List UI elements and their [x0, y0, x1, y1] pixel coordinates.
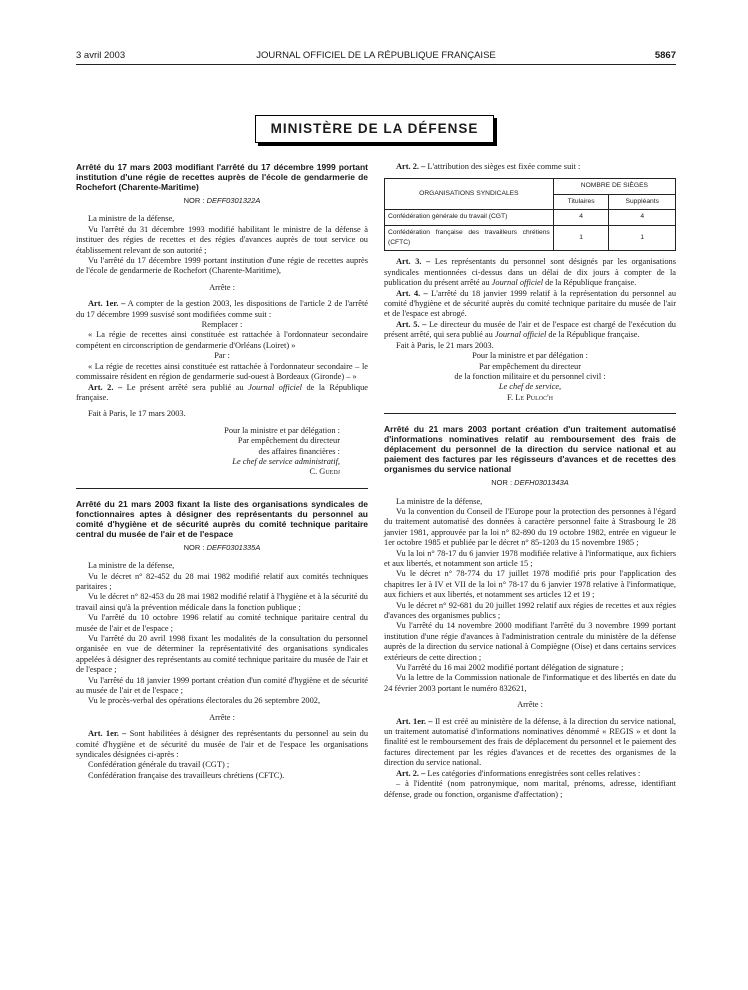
header-date: 3 avril 2003: [76, 50, 126, 61]
paragraph: Vu l'arrêté du 17 décembre 1999 portant institution d'une régie de recettes auprès de l'école de gendarmerie de Rochefort (Charente-Maritime),: [76, 256, 368, 276]
table-header-org: ORGANISATIONS SYNDICALES: [385, 179, 554, 210]
paragraph: Vu le procès-verbal des opérations électorales du 26 septembre 2002,: [88, 696, 321, 706]
paragraph: Vu le décret n° 82-452 du 28 mai 1982 modifié relatif aux comités techniques paritaires ;: [76, 571, 368, 591]
decree-title: Arrêté du 21 mars 2003 portant création d'un traitement automatisé d'informations nominatives relatif au remboursement des frais de déplacement du personnel de la direction du service national et au paiement des factures par les régisseurs d'avances et de recettes des organismes du service national: [384, 424, 676, 475]
paragraph: Vu l'arrêté du 10 octobre 1996 relatif au comité technique paritaire central du musée de l'air et de l'espace ;: [76, 613, 368, 633]
date-line: Fait à Paris, le 17 mars 2003.: [88, 409, 186, 419]
nor-reference: NOR : DEFF0301335A: [183, 542, 261, 552]
signature-line: des affaires financières :: [258, 446, 340, 456]
signature-line: Pour la ministre et par délégation :: [224, 425, 340, 435]
header-journal: JOURNAL OFFICIEL DE LA RÉPUBLIQUE FRANÇAISE: [256, 50, 496, 61]
signature-line: Le chef de service administratif,: [232, 456, 340, 466]
paragraph: Vu l'arrêté du 18 janvier 1999 portant création d'un comité d'hygiène et de sécurité au musée de l'air et de l'espace ;: [76, 675, 368, 696]
article: Art. 2. – Le présent arrêté sera publié au Journal officiel de la République française.: [76, 382, 369, 402]
ministry-box: MINISTÈRE DE LA DÉFENSE: [255, 115, 494, 143]
signature-line: Le chef de service,: [498, 382, 562, 392]
signature-line: de la fonction militaire et du personnel civil :: [454, 371, 606, 381]
paragraph: Vu l'arrêté du 31 décembre 1993 modifié habilitant le ministre de la défense à instituer des régies de recettes et des régies d'avances auprès de tout service ou établissement relevant de son autorité ;: [76, 224, 368, 255]
divider: [76, 488, 368, 489]
article: Art. 3. – Les représentants du personnel sont désignés par les organisations syndicales mentionnées ci-dessus dans un délai de dix jours à compter de la publication du présent arrêté au Journal officiel de la République française.: [384, 257, 676, 288]
article: Art. 2. – L'attribution des sièges est fixée comme suit :: [396, 162, 581, 171]
header-page-number: 5867: [654, 50, 676, 61]
paragraph: Vu l'arrêté du 16 mai 2002 modifié portant délégation de signature ;: [396, 663, 624, 673]
paragraph: Vu l'arrêté du 20 avril 1998 fixant les modalités de la consultation du personnel organisée en vue de déterminer la représentativité des organisations syndicales appelées à désigner des représentants au comité technique paritaire du musée de l'air et de l'espace ;: [76, 634, 368, 675]
arrete-heading: Arrête :: [209, 282, 235, 292]
paragraph: Vu la lettre de la Commission nationale de l'informatique et des libertés en date du 24 février 2003 portant le numéro 832621,: [384, 673, 676, 693]
article: Art. 1er. – A compter de la gestion 2003, les dispositions de l'article 2 de l'arrêté du 17 décembre 1999 susvisé sont modifiées comme suit :: [76, 299, 369, 319]
signature-line: Par empêchement du directeur: [478, 361, 582, 371]
table-cell-suppleants: 1: [609, 225, 676, 251]
paragraph: Vu la convention du Conseil de l'Europe pour la protection des personnes à l'égard du traitement automatisé des données à caractère personnel faite à Strasbourg le 28 janvier 1981, approuvée par la loi n° 82-890 du 19 octobre 1982, entrée en vigueur le 1er octobre 1985 et publiée par le décret n° 85-1203 du 15 novembre 1985 ;: [384, 506, 676, 548]
article: Art. 4. – L'arrêté du 18 janvier 1999 relatif à la représentation du personnel au comité d'hygiène et de sécurité auprès du comité technique paritaire du musée de l'air et de l'espace est abrogé.: [384, 288, 677, 319]
left-column: [76, 162, 368, 781]
article: Art. 1er. – Il est créé au ministère de la défense, à la direction du service national, un traitement automatisé d'informations nominatives dénommé « REGIS » et dont la finalité est le remboursement des frais de déplacement du personnel et le paiement des factures directement par les régies d'avances et de recettes des organismes de la direction du service national.: [384, 716, 676, 768]
table-cell-suppleants: 4: [609, 210, 676, 225]
divider: [384, 413, 676, 414]
list-item: Confédération générale du travail (CGT) ;: [88, 760, 230, 770]
seats-table: [384, 178, 676, 251]
table-header-titulaires: Titulaires: [553, 194, 609, 209]
date-line: Fait à Paris, le 21 mars 2003.: [396, 340, 494, 350]
table-header-suppleants: Suppléants: [609, 194, 676, 209]
signatory-name: C. Guedj: [309, 467, 340, 477]
signatory-name: F. Le Puloc'h: [507, 392, 553, 402]
decree-title: Arrêté du 17 mars 2003 modifiant l'arrêté du 17 décembre 1999 portant institution d'une régie de recettes auprès de l'école de gendarmerie de Rochefort (Charente-Maritime): [76, 162, 368, 192]
right-column: [384, 162, 676, 800]
nor-reference: NOR : DEFF0301322A: [183, 196, 261, 205]
table-header-seats: NOMBRE DE SIÈGES: [553, 179, 675, 194]
article: Art. 5. – Le directeur du musée de l'air et de l'espace est chargé de l'exécution du présent arrêté, qui sera publié au Journal officiel de la République française.: [384, 319, 676, 340]
signature-line: Par empêchement du directeur: [237, 436, 340, 446]
paragraph: Vu le décret n° 78-774 du 17 juillet 1978 modifié pris pour l'application des chapitres Ier à IV et VII de la loi n° 78-17 du 6 janvier 1978 relative à l'informatique, aux fichiers et aux libertés, et notamment ses articles 12 et 19 ;: [384, 569, 676, 600]
article: Art. 1er. – Sont habilitées à désigner des représentants du personnel au sein du comité d'hygiène et de sécurité du musée de l'air et de l'espace les organisations syndicales désignées ci-après :: [76, 729, 369, 760]
table-cell-org: Confédération française des travailleurs chrétiens (CFTC): [385, 225, 554, 251]
table-row: [385, 225, 676, 251]
arrete-heading: Arrête :: [517, 700, 543, 710]
paragraph: La ministre de la défense,: [88, 214, 175, 224]
paragraph: La ministre de la défense,: [396, 496, 483, 506]
paragraph: Par :: [214, 351, 230, 361]
page-header: [76, 50, 676, 65]
paragraph: Vu le décret n° 82-453 du 28 mai 1982 modifié relatif à l'hygiène et à la sécurité du travail ainsi qu'à la prévention médicale dans la fonction publique ;: [76, 592, 368, 612]
paragraph: Vu le décret n° 92-681 du 20 juillet 1992 relatif aux régies de recettes et aux régies d'avances des organismes publics ;: [384, 600, 676, 620]
arrete-heading: Arrête :: [209, 712, 235, 722]
signature-line: Pour la ministre et par délégation :: [472, 351, 588, 361]
quote: « La régie de recettes ainsi constituée est rattachée à l'ordonnateur secondaire compétent en circonscription de gendarmerie d'Orléans (Loiret) »: [76, 330, 368, 350]
table-row: [385, 210, 676, 225]
table-cell-titulaires: 4: [553, 210, 609, 225]
article: Art. 2. – Les catégories d'informations enregistrées sont celles relatives :: [396, 768, 641, 778]
table-cell-org: Confédération générale du travail (CGT): [385, 210, 554, 225]
table-cell-titulaires: 1: [553, 225, 609, 251]
list-item: Confédération française des travailleurs chrétiens (CFTC).: [88, 770, 285, 780]
quote: « La régie de recettes ainsi constituée est rattachée à l'ordonnateur secondaire – le commissaire résident en région de gendarmerie sud-ouest à Bordeaux (Gironde) – »: [76, 361, 368, 382]
paragraph: Vu la loi n° 78-17 du 6 janvier 1978 modifiée relative à l'informatique, aux fichiers et aux libertés, et notamment son article 15 ;: [384, 548, 676, 568]
paragraph: La ministre de la défense,: [88, 561, 175, 571]
nor-reference: NOR : DEFH0301343A: [491, 478, 569, 488]
paragraph: Remplacer :: [201, 320, 243, 330]
list-item: – à l'identité (nom patronymique, nom marital, prénoms, adresse, identifiant défense, grade ou fonction, organisme d'affectation) ;: [384, 779, 676, 799]
decree-title: Arrêté du 21 mars 2003 fixant la liste des organisations syndicales de fonctionnaires aptes à désigner des représentants du personnel au comité d'hygiène et de sécurité auprès du comité technique paritaire central du musée de l'air et de l'espace: [76, 498, 368, 539]
paragraph: Vu l'arrêté du 14 novembre 2000 modifiant l'arrêté du 3 novembre 1999 portant institution d'une régie d'avances à l'administration centrale du ministère de la défense auprès de la direction du service national à Compiègne (Oise) et dans certains services extérieurs de cette direction ;: [384, 621, 676, 662]
